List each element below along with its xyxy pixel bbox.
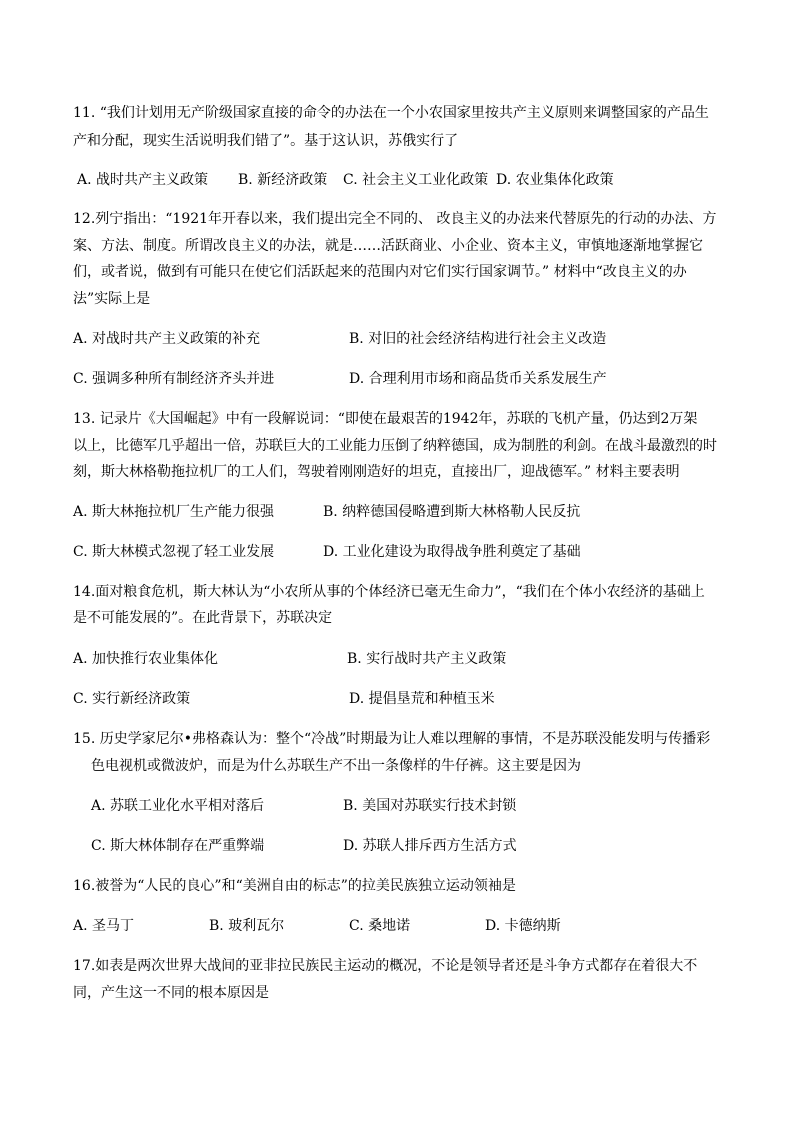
question-15-stem-line-2: 色电视机或微波炉，而是为什么苏联生产不出一条像样的牛仔裤。这主要是因为 (91, 758, 581, 774)
question-17-stem-line-2: 同，产生这一不同的根本原因是 (73, 985, 269, 1001)
question-15-option-d[interactable]: D. 苏联人排斥西方生活方式 (343, 838, 517, 854)
question-13-option-c[interactable]: C. 斯大林模式忽视了轻工业发展 (73, 544, 275, 560)
question-11-option-b[interactable]: B. 新经济政策 (238, 172, 328, 188)
question-16-option-d[interactable]: D. 卡德纳斯 (485, 918, 561, 934)
question-14-option-c[interactable]: C. 实行新经济政策 (73, 691, 191, 707)
question-11-option-d[interactable]: D. 农业集体化政策 (496, 172, 614, 188)
question-14-option-b[interactable]: B. 实行战时共产主义政策 (347, 651, 507, 667)
question-16-stem-line-1: 16.被誉为“人民的良心”和“美洲自由的标志”的拉美民族独立运动领袖是 (73, 878, 516, 894)
question-13-option-a[interactable]: A. 斯大林拖拉机厂生产能力很强 (73, 504, 275, 520)
question-16-option-c[interactable]: C. 桑地诺 (349, 918, 411, 934)
question-12-stem-line-4: 法”实际上是 (73, 291, 151, 307)
question-14-option-d[interactable]: D. 提倡垦荒和种植玉米 (349, 691, 495, 707)
question-15-stem-line-1: 15. 历史学家尼尔•弗格森认为：整个“冷战”时期最为让人难以理解的事情，不是苏联没能发明与传播彩 (73, 731, 711, 747)
question-13-stem-line-1: 13. 记录片《大国崛起》中有一段解说词：“即使在最艰苦的1942年，苏联的飞机产量，仍达到2万架 (73, 411, 698, 427)
question-13-option-b[interactable]: B. 纳粹德国侵略遭到斯大林格勒人民反抗 (323, 504, 581, 520)
question-13-stem-line-2: 以上，比德军几乎超出一倍，苏联巨大的工业能力压倒了纳粹德国，成为制胜的利剑。在战斗最激烈的时 (73, 438, 717, 454)
question-11-option-a[interactable]: A. 战时共产主义政策 (77, 172, 209, 188)
question-12-option-d[interactable]: D. 合理利用市场和商品货币关系发展生产 (349, 371, 607, 387)
question-12-stem-line-2: 案、方法、制度。所谓改良主义的办法，就是……活跃商业、小企业、资本主义，审慎地逐渐地掌握它 (73, 238, 703, 254)
question-14-stem-line-2: 是不可能发展的”。在此背景下，苏联决定 (73, 610, 333, 626)
question-12-stem-line-3: 们，或者说，做到有可能只在使它们活跃起来的范围内对它们实行国家调节。” 材料中“改良主义的办 (73, 264, 687, 280)
question-11-stem-line-1: 11. “我们计划用无产阶级国家直接的命令的办法在一个小农国家里按共产主义原则来调整国家的产品生 (73, 105, 709, 121)
question-12-option-c[interactable]: C. 强调多种所有制经济齐头并进 (73, 371, 275, 387)
question-16-option-b[interactable]: B. 玻利瓦尔 (209, 918, 285, 934)
question-15-option-b[interactable]: B. 美国对苏联实行技术封锁 (343, 798, 517, 814)
question-13-stem-line-3: 刻，斯大林格勒拖拉机厂的工人们，驾驶着刚刚造好的坦克，直接出厂，迎战德军。” 材料主要表明 (73, 464, 680, 480)
question-17-stem-line-1: 17.如表是两次世界大战间的亚非拉民族民主运动的概况，不论是领导者还是斗争方式都存在着很大不 (73, 958, 698, 974)
question-16-option-a[interactable]: A. 圣马丁 (73, 918, 135, 934)
question-14-option-a[interactable]: A. 加快推行农业集体化 (73, 651, 219, 667)
question-12-option-b[interactable]: B. 对旧的社会经济结构进行社会主义改造 (349, 331, 607, 347)
question-13-option-d[interactable]: D. 工业化建设为取得战争胜利奠定了基础 (323, 544, 581, 560)
question-15-option-a[interactable]: A. 苏联工业化水平相对落后 (91, 798, 265, 814)
question-14-stem-line-1: 14.面对粮食危机，斯大林认为“小农所从事的个体经济已毫无生命力”，“我们在个体小农经济的基础上 (73, 584, 705, 600)
question-12-option-a[interactable]: A. 对战时共产主义政策的补充 (73, 331, 261, 347)
question-15-option-c[interactable]: C. 斯大林体制存在严重弊端 (91, 838, 265, 854)
question-11-option-c[interactable]: C. 社会主义工业化政策 (343, 172, 489, 188)
question-11-stem-line-2: 产和分配，现实生活说明我们错了”。基于这认识，苏俄实行了 (73, 133, 459, 149)
question-12-stem-line-1: 12.列宁指出：“1921年开春以来，我们提出完全不同的、 改良主义的办法来代替原先的行动的办法、方 (73, 211, 717, 227)
